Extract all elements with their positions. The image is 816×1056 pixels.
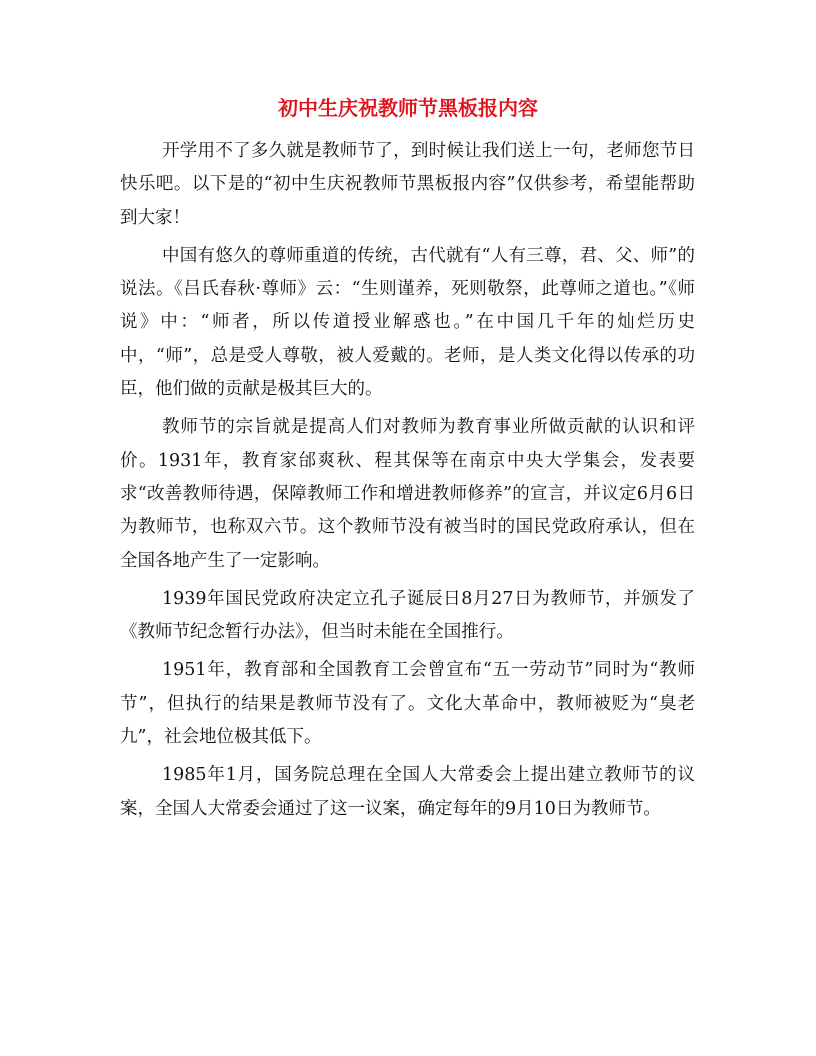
paragraph-tradition: 中国有悠久的尊师重道的传统，古代就有“人有三尊，君、父、师”的说法。《吕氏春秋·尊师》云：“生则谨养，死则敬祭，此尊师之道也。”《师说》中：“师者，所以传道授业解惑也。”在中国几千年的灿烂历史中，“师”，总是受人尊敬，被人爱戴的。老师，是人类文化得以传承的功臣，他们做的贡献是极其巨大的。 xyxy=(120,245,695,400)
paragraph-1951: 1951年，教育部和全国教育工会曾宣布“五一劳动节”同时为“教师节”，但执行的结果是教师节没有了。文化大革命中，教师被贬为“臭老九”，社会地位极其低下。 xyxy=(120,660,695,748)
paragraph-purpose-1931: 教师节的宗旨就是提高人们对教师为教育事业所做贡献的认识和评价。1931年，教育家邰爽秋、程其保等在南京中央大学集会，发表要求“改善教师待遇，保障教师工作和增进教师修养”的宣言，并议定6月6日为教师节，也称双六节。这个教师节没有被当时的国民党政府承认，但在全国各地产生了一定影响。 xyxy=(120,417,695,571)
document-title: 初中生庆祝教师节黑板报内容 xyxy=(278,96,538,120)
paragraph-intro: 开学用不了多久就是教师节了，到时候让我们送上一句，老师您节日快乐吧。以下是的“初中生庆祝教师节黑板报内容”仅供参考，希望能帮助到大家！ xyxy=(120,141,695,228)
paragraph-1939: 1939年国民党政府决定立孔子诞辰日8月27日为教师节，并颁发了《教师节纪念暂行办法》，但当时未能在全国推行。 xyxy=(120,588,695,643)
document-body xyxy=(120,135,695,831)
paragraph-1985: 1985年1月，国务院总理在全国人大常委会上提出建立教师节的议案，全国人大常委会通过了这一议案，确定每年的9月10日为教师节。 xyxy=(120,765,695,819)
